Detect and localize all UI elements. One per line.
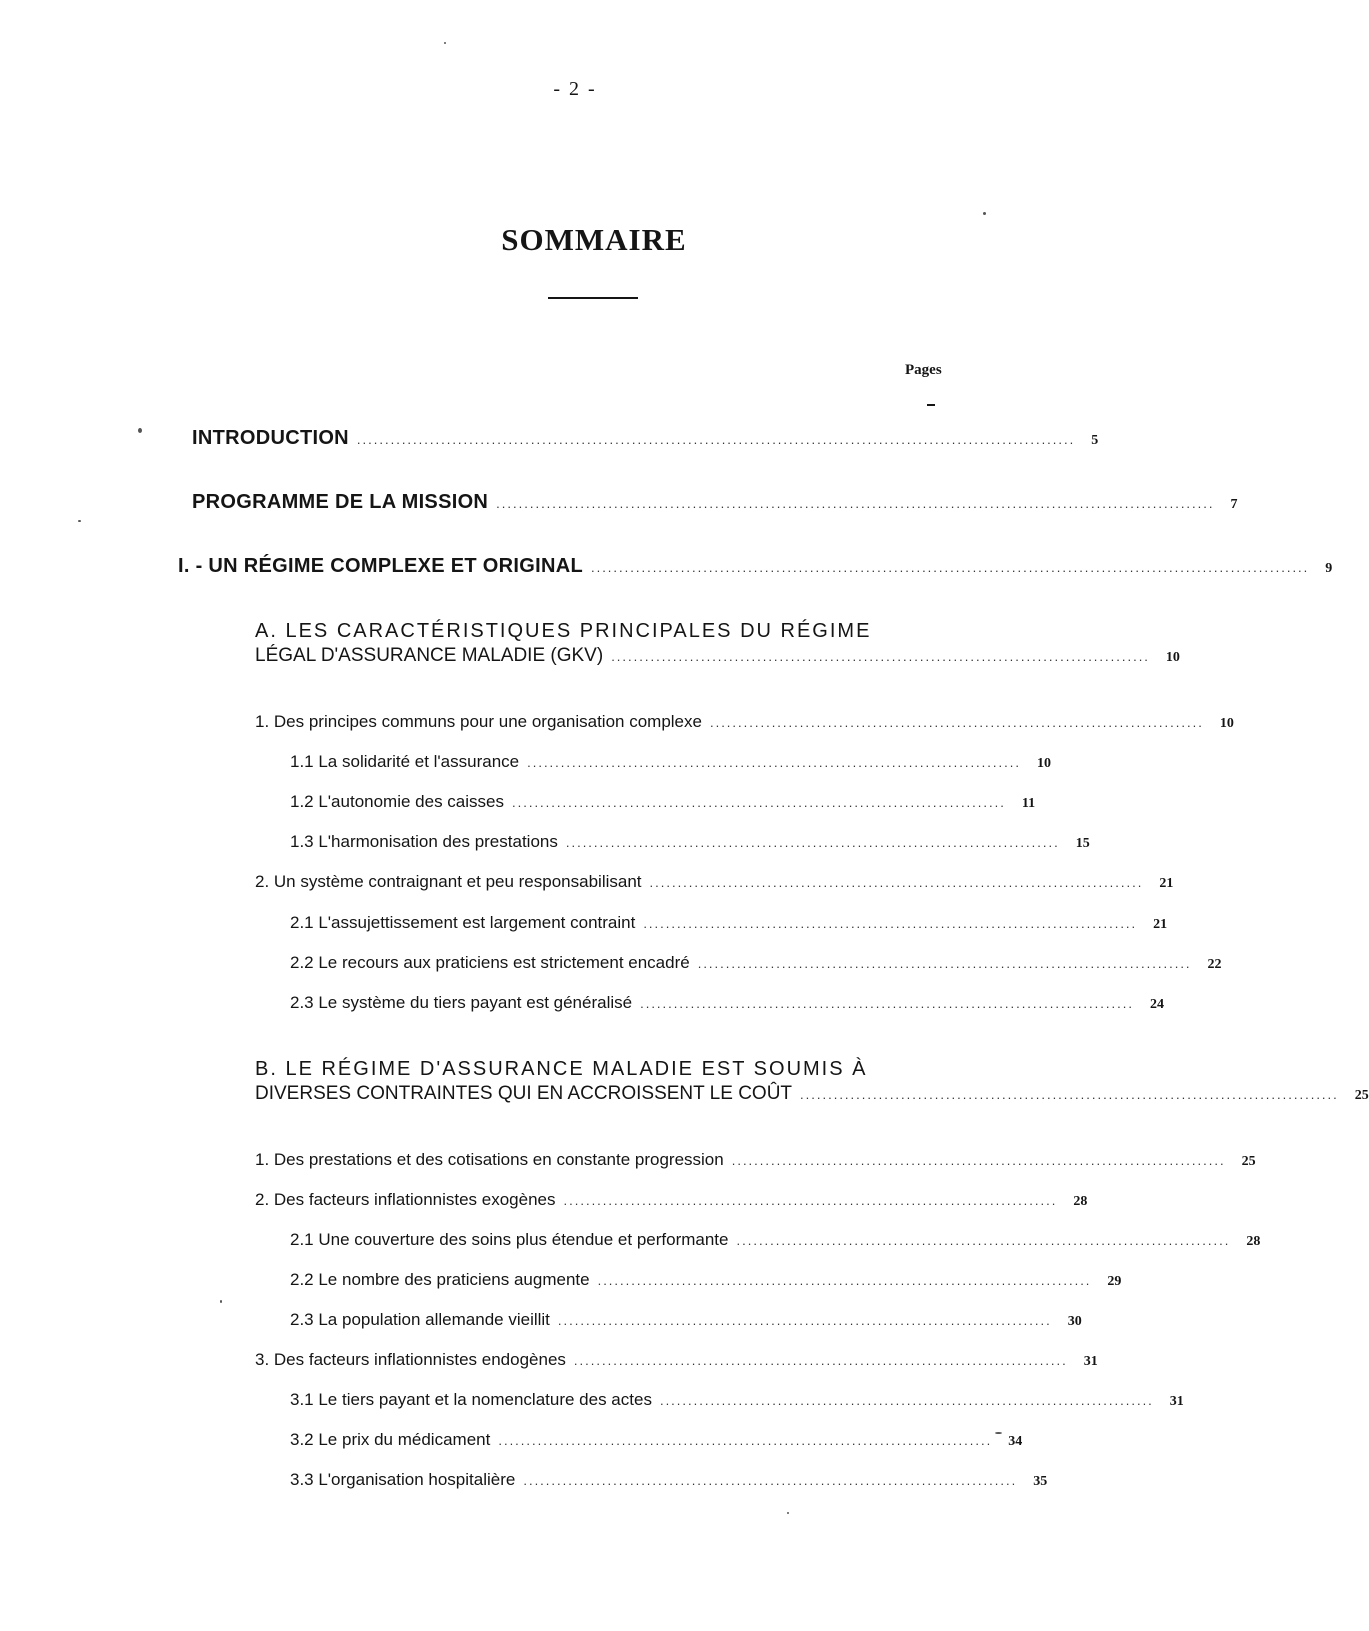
toc-leader-dots: ................................................................................................................................	[496, 496, 1215, 511]
toc-entry-page: 30	[1067, 1314, 1082, 1329]
toc-entry-page: 29	[1107, 1274, 1122, 1289]
toc-entry-label: 2.2 Le nombre des praticiens augmente	[290, 1270, 590, 1289]
toc-entry-label: 3.2 Le prix du médicament	[290, 1430, 491, 1449]
toc-entry-page: 25	[1354, 1088, 1369, 1103]
toc-entry-label: 2.1 L'assujettissement est largement contraint	[290, 913, 636, 932]
scan-speck	[787, 1512, 789, 1514]
scan-speck	[138, 428, 142, 433]
toc-leader-dots: ........................................................................................	[709, 715, 1204, 730]
toc-entry	[290, 993, 1164, 1013]
toc-leader-dots: ........................................................................................	[736, 1233, 1231, 1248]
toc-entry-page: 31	[1169, 1394, 1184, 1409]
toc-entry-label: 2. Des facteurs inflationnistes exogènes	[255, 1190, 556, 1209]
toc-leader-dots: ........................................................................................	[565, 835, 1060, 850]
toc-entry	[290, 1310, 1082, 1330]
toc-leader-dots: ........................................................................................	[498, 1433, 993, 1448]
toc-entry-label: INTRODUCTION	[192, 427, 349, 449]
toc-leader-dots: ................................................................................................	[611, 649, 1150, 664]
toc-leader-dots: ........................................................................................	[640, 996, 1134, 1011]
toc-entry	[290, 1270, 1122, 1290]
toc-leader-dots: ................................................................................................................................	[356, 432, 1076, 447]
toc-entry-label: 3.1 Le tiers payant et la nomenclature des actes	[290, 1390, 652, 1409]
toc-entry-page: 10	[1036, 756, 1051, 771]
toc-entry-label: 3.3 L'organisation hospitalière	[290, 1470, 516, 1489]
toc-entry-page: 7	[1230, 497, 1238, 512]
toc-entry-page: 35	[1033, 1474, 1048, 1489]
scan-speck	[78, 520, 81, 522]
toc-entry-page: 21	[1159, 876, 1174, 891]
toc-entry-label: 2.3 La population allemande vieillit	[290, 1310, 550, 1329]
toc-entry-page: 11	[1021, 796, 1036, 811]
toc-section-b	[255, 1058, 1369, 1105]
toc-entry	[290, 1390, 1184, 1410]
toc-entry	[255, 1350, 1098, 1370]
toc-leader-dots: ................................................................................................	[800, 1087, 1339, 1102]
toc-entry-label: 3. Des facteurs inflationnistes endogènes	[255, 1350, 566, 1369]
toc-entry	[255, 872, 1174, 892]
toc-leader-dots: ........................................................................................	[557, 1313, 1052, 1328]
scan-speck	[220, 1300, 222, 1303]
toc-entry-page: 5	[1091, 433, 1099, 448]
scan-speck	[444, 42, 446, 44]
toc-entry	[290, 913, 1168, 933]
toc-leader-dots: ........................................................................................	[659, 1393, 1154, 1408]
toc-entry-part-one	[178, 555, 1333, 578]
scan-speck	[995, 1432, 1002, 1434]
toc-leader-dots: ........................................................................................	[697, 956, 1192, 971]
toc-entry-label: 1.2 L'autonomie des caisses	[290, 792, 504, 811]
toc-entry-page: 24	[1149, 997, 1164, 1012]
toc-entry-label: 1.1 La solidarité et l'assurance	[290, 752, 520, 771]
toc-entry-page: 10	[1219, 716, 1234, 731]
toc-entry-label: I. - UN RÉGIME COMPLEXE ET ORIGINAL	[178, 555, 583, 577]
toc-section-title-line2: DIVERSES CONTRAINTES QUI EN ACCROISSENT LE COÛT	[255, 1083, 793, 1104]
scan-speck	[983, 212, 986, 215]
toc-leader-dots: ........................................................................................	[731, 1153, 1226, 1168]
pages-column-header: Pages	[905, 362, 942, 378]
toc-leader-dots: ........................................................................................	[523, 1473, 1018, 1488]
toc-leader-dots: ................................................................................................................................	[590, 560, 1310, 575]
toc-entry-programme	[192, 491, 1238, 514]
toc-entry	[290, 1470, 1048, 1490]
toc-entry-page: 9	[1325, 561, 1333, 576]
toc-section-a	[255, 620, 1180, 667]
toc-section-title-line1: A. LES CARACTÉRISTIQUES PRINCIPALES DU RÉGIME	[255, 620, 872, 642]
toc-entry-page: 21	[1153, 917, 1168, 932]
toc-entry-page: 22	[1207, 957, 1222, 972]
toc-entry-label: 1.3 L'harmonisation des prestations	[290, 832, 558, 851]
toc-entry-page: 15	[1075, 836, 1090, 851]
toc-entry-page: 28	[1246, 1234, 1261, 1249]
toc-leader-dots: ........................................................................................	[512, 795, 1006, 810]
toc-entry	[255, 1190, 1088, 1210]
toc-leader-dots: ........................................................................................	[527, 755, 1021, 770]
toc-entry	[290, 953, 1222, 973]
toc-entry	[290, 1430, 1023, 1450]
toc-entry-label: 2. Un système contraignant et peu responsabilisant	[255, 872, 642, 891]
toc-entry-page: 10	[1165, 650, 1180, 665]
toc-leader-dots: ........................................................................................	[563, 1193, 1058, 1208]
toc-entry-label: PROGRAMME DE LA MISSION	[192, 491, 489, 513]
page-number: - 2 -	[553, 78, 597, 100]
toc-leader-dots: ........................................................................................	[573, 1353, 1068, 1368]
toc-entry-introduction	[192, 427, 1099, 450]
toc-entry-label: 2.1 Une couverture des soins plus étendue et performante	[290, 1230, 729, 1249]
toc-leader-dots: ........................................................................................	[649, 875, 1144, 890]
toc-leader-dots: ........................................................................................	[643, 916, 1138, 931]
toc-entry	[290, 832, 1090, 852]
page-title: SOMMAIRE	[501, 222, 687, 257]
toc-entry-label: 1. Des prestations et des cotisations en constante progression	[255, 1150, 724, 1169]
pages-header-dash	[927, 404, 935, 406]
toc-section-title-line2: LÉGAL D'ASSURANCE MALADIE (GKV)	[255, 645, 604, 666]
toc-entry-page: 34	[1008, 1434, 1023, 1449]
toc-entry	[255, 1150, 1256, 1170]
toc-entry-label: 1. Des principes communs pour une organisation complexe	[255, 712, 702, 731]
toc-entry-page: 25	[1241, 1154, 1256, 1169]
toc-entry-page: 28	[1073, 1194, 1088, 1209]
toc-entry-label: 2.3 Le système du tiers payant est généralisé	[290, 993, 633, 1012]
toc-leader-dots: ........................................................................................	[597, 1273, 1092, 1288]
toc-entry	[290, 1230, 1261, 1250]
toc-entry-label: 2.2 Le recours aux praticiens est strictement encadré	[290, 953, 690, 972]
toc-entry-page: 31	[1083, 1354, 1098, 1369]
toc-section-title-line1: B. LE RÉGIME D'ASSURANCE MALADIE EST SOUMIS À	[255, 1058, 868, 1080]
toc-entry	[255, 712, 1234, 732]
toc-entry	[290, 792, 1036, 812]
title-underline	[548, 297, 638, 299]
toc-entry	[290, 752, 1051, 772]
